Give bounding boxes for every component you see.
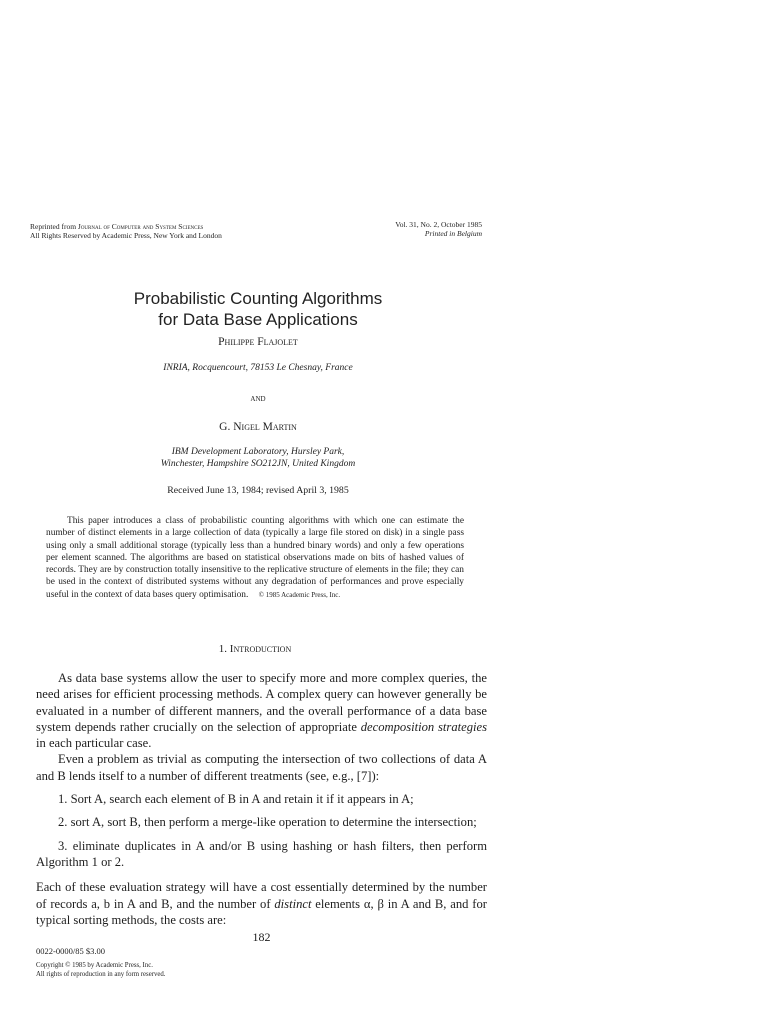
paragraph-3-a: Each of these evaluation strategy will have a cost essentially determined by the number of records a, b in A and B, and the number of: [36, 880, 487, 911]
paragraph-3: [36, 879, 487, 928]
author-1: Philippe Flajolet: [218, 336, 298, 348]
paragraph-1-emphasis: decomposition strategies: [360, 719, 488, 734]
affiliation-2: [60, 446, 456, 470]
abstract-text: This paper introduces a class of probabilistic counting algorithms with which one can estimate the number of distinct elements in a large collection of data (typically a large file stored on disk) in a single pass using only a small additional storage (typically less than a hundred binary words) and only a few operations per element scanned. The algorithms are based on statistical observations made on bits of hashed values of records. They are by construction totally insensitive to the replicative structure of elements in the file; they can be used in the context of distributed systems without any degradation of performances and prove especially useful in the context of data bases query optimisation.: [46, 516, 464, 600]
title-line-2: for Data Base Applications: [158, 310, 358, 329]
section-heading: 1. Introduction: [218, 643, 292, 655]
footer-copyright: [36, 962, 336, 979]
abstract: [46, 515, 464, 601]
rights-line: All Rights Reserved by Academic Press, New York and London: [30, 231, 222, 240]
list-item-3: 3. eliminate duplicates in A and/or B using hashing or hash filters, then perform Algorithm 1 or 2.: [36, 838, 487, 869]
paragraph-1-b: in each particular case.: [36, 736, 152, 751]
footer-copyright-line-2: All rights of reproduction in any form reserved.: [36, 970, 166, 978]
affiliation-1: INRIA, Rocquencourt, 78153 Le Chesnay, France: [163, 363, 353, 373]
paragraph-1: [36, 670, 487, 751]
volume-info: Vol. 31, No. 2, October 1985: [395, 220, 482, 229]
article-code: 0022-0000/85 $3.00: [36, 946, 105, 956]
body-text: [36, 670, 487, 928]
paragraph-3-emphasis: distinct: [274, 896, 312, 911]
list-item-2: 2. sort A, sort B, then perform a merge-like operation to determine the intersection;: [58, 815, 477, 830]
abstract-copyright: © 1985 Academic Press, Inc.: [258, 590, 341, 599]
paragraph-1-a: As data base systems allow the user to specify more and more complex queries, the need arises for efficient processing methods. A complex query can however generally be evaluated in a number of different manners, and the overall performance of a data base system depends rather crucially on the selection of appropriate: [36, 671, 487, 734]
paragraph-2: Even a problem as trivial as computing the intersection of two collections of data A and B lends itself to a number of different treatments (see, e.g., [7]):: [36, 752, 487, 783]
affiliation-2-line-2: Winchester, Hampshire SO212JN, United Kingdom: [160, 459, 356, 469]
journal-name: Journal of Computer and System Sciences: [77, 222, 204, 231]
printed-in: Printed in Belgium: [424, 229, 482, 238]
paragraph-3-b: elements α, β in A and B, and for typical sorting methods, the costs are:: [36, 896, 487, 927]
paper-title: [60, 288, 456, 330]
received-dates: Received June 13, 1984; revised April 3, 1985: [167, 485, 349, 496]
and-separator: and: [250, 393, 266, 404]
footer-copyright-line-1: Copyright © 1985 by Academic Press, Inc.: [36, 962, 153, 969]
author-2: G. Nigel Martin: [219, 421, 297, 433]
running-header-left: [30, 222, 350, 240]
title-line-1: Probabilistic Counting Algorithms: [133, 289, 383, 308]
list-item-1: 1. Sort A, search each element of B in A and retain it if it appears in A;: [58, 792, 414, 807]
affiliation-2-line-1: IBM Development Laboratory, Hursley Park,: [171, 447, 345, 457]
reprint-prefix: Reprinted from: [30, 222, 78, 231]
running-header-right: [330, 220, 482, 238]
page-number: 182: [252, 930, 271, 944]
reprint-line: [30, 222, 350, 231]
